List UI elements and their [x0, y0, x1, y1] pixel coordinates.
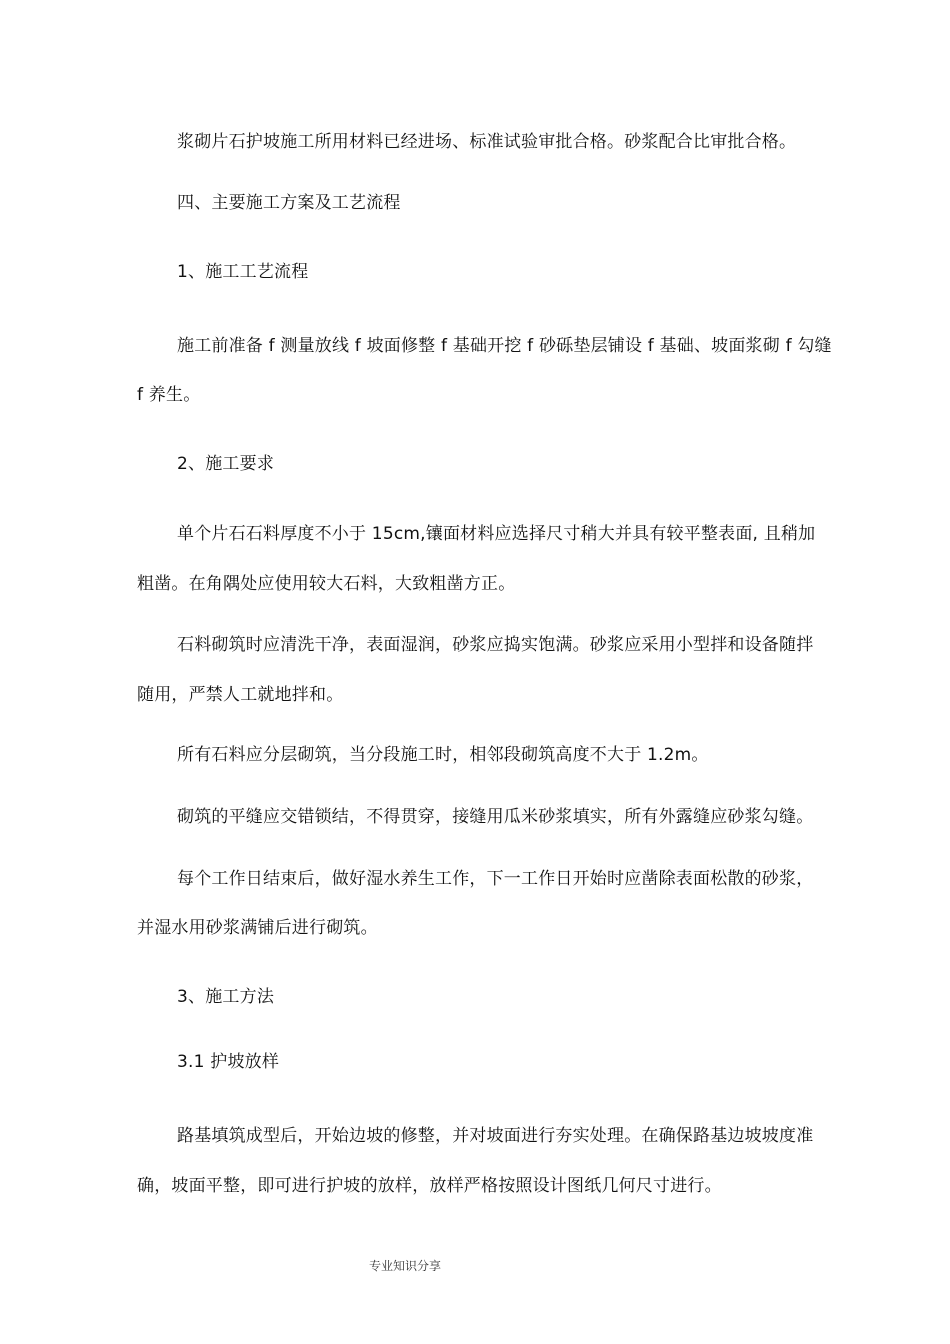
paragraph-process-line2: f 养生。 — [137, 385, 201, 405]
paragraph-masonry-line1: 石料砌筑时应清洗干净，表面湿润，砂浆应捣实饱满。砂浆应采用小型拌和设备随拌 — [177, 635, 814, 655]
paragraph-joints: 砌筑的平缝应交错锁结，不得贯穿，接缝用瓜米砂浆填实，所有外露缝应砂浆勾缝。 — [177, 807, 814, 827]
paragraph-curing-line1: 每个工作日结束后，做好湿水养生工作，下一工作日开始时应凿除表面松散的砂浆， — [177, 869, 814, 889]
heading-section-4: 四、主要施工方案及工艺流程 — [177, 193, 401, 213]
heading-process-flow: 1、施工工艺流程 — [177, 262, 309, 282]
paragraph-stone-thickness-line1: 单个片石石料厚度不小于 15cm,镶面材料应选择尺寸稍大并具有较平整表面, 且稍加 — [177, 524, 816, 544]
paragraph-setout-line1: 路基填筑成型后，开始边坡的修整，并对坡面进行夯实处理。在确保路基边坡坡度准 — [177, 1126, 814, 1146]
paragraph-curing-line2: 并湿水用砂浆满铺后进行砌筑。 — [137, 918, 378, 938]
paragraph-process-line1: 施工前准备 f 测量放线 f 坡面修整 f 基础开挖 f 砂砾垫层铺设 f 基础、坡面浆砌 f 勾缝 — [177, 336, 832, 356]
paragraph-setout-line2: 确，坡面平整，即可进行护坡的放样，放样严格按照设计图纸几何尺寸进行。 — [137, 1176, 722, 1196]
heading-construction-method: 3、施工方法 — [177, 987, 275, 1007]
paragraph-masonry-line2: 随用，严禁人工就地拌和。 — [137, 685, 344, 705]
paragraph-stone-thickness-line2: 粗凿。在角隅处应使用较大石料，大致粗凿方正。 — [137, 574, 516, 594]
heading-requirements: 2、施工要求 — [177, 454, 275, 474]
paragraph-materials: 浆砌片石护坡施工所用材料已经进场、标准试验审批合格。砂浆配合比审批合格。 — [177, 132, 797, 152]
heading-slope-setout: 3.1 护坡放样 — [177, 1052, 280, 1072]
page-footer: 专业知识分享 — [368, 1259, 441, 1273]
paragraph-layering: 所有石料应分层砌筑，当分段施工时，相邻段砌筑高度不大于 1.2m。 — [177, 745, 709, 765]
